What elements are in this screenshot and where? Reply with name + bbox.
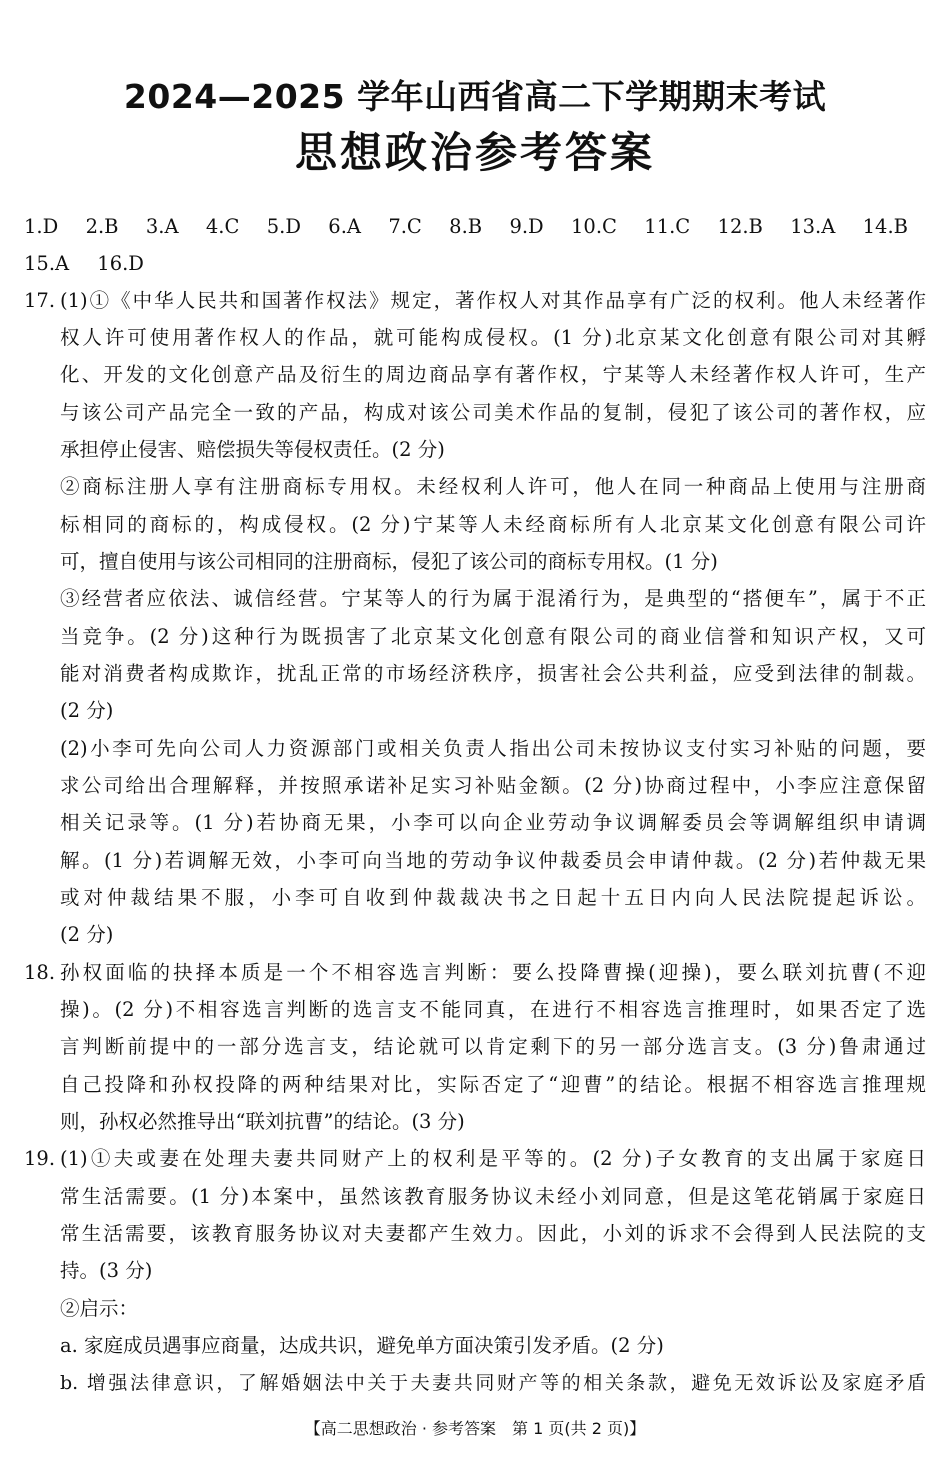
answer-item: 10.C (571, 215, 617, 238)
answer-line: ③经营者应依法、诚信经营。宁某等人的行为属于混淆行为，是典型的“搭便车”，属于不正 (60, 587, 926, 610)
answer-item: 11.C (644, 215, 691, 238)
answer-line: 承担停止侵害、赔偿损失等侵权责任。(2 分) (60, 438, 445, 461)
answer-item: 12.B (717, 215, 763, 238)
answer-line: 化、开发的文化创意产品及衍生的周边商品享有著作权，宁某等人未经著作权人许可，生产 (60, 363, 926, 386)
answer-item: 13.A (790, 215, 836, 238)
answer-line: (2)小李可先向公司人力资源部门或相关负责人指出公司未按协议支付实习补贴的问题，要 (60, 737, 926, 760)
answer-item: 2.B (85, 215, 119, 238)
answer-item: 5.D (266, 215, 301, 238)
answer-line: 言判断前提中的一部分选言支，结论就可以肯定剩下的另一部分选言支。(3 分)鲁肃通过 (60, 1035, 926, 1058)
answer-line: a. 家庭成员遇事应商量，达成共识，避免单方面决策引发矛盾。(2 分) (60, 1334, 664, 1357)
answer-item: 9.D (509, 215, 544, 238)
answer-item: 14.B (862, 215, 908, 238)
page-footer: 【高二思想政治 · 参考答案 第 1 页(共 2 页)】 (304, 1419, 646, 1438)
answer-line: 则，孙权必然推导出“联刘抗曹”的结论。(3 分) (60, 1110, 465, 1133)
answer-item: 3.A (145, 215, 179, 238)
answer-line: (2 分) (60, 923, 114, 946)
answer-item: 16.D (97, 252, 144, 275)
answer-item: 15.A (24, 252, 70, 275)
answer-line: 可，擅自使用与该公司相同的注册商标，侵犯了该公司的商标专用权。(1 分) (60, 550, 718, 573)
question-number-18: 18. (24, 961, 56, 984)
answer-line: 操)。(2 分)不相容选言判断的选言支不能同真，在进行不相容选言推理时，如果否定了选 (60, 998, 926, 1021)
answer-line: 权人许可使用著作权人的作品，就可能构成侵权。(1 分)北京某文化创意有限公司对其孵 (60, 326, 926, 349)
answer-line: 求公司给出合理解释，并按照承诺补足实习补贴金额。(2 分)协商过程中，小李应注意保留 (60, 774, 926, 797)
answer-line: ②商标注册人享有注册商标专用权。未经权利人许可，他人在同一种商品上使用与注册商 (60, 475, 926, 498)
page-title: 2024—2025 学年山西省高二下学期期末考试 (123, 77, 827, 116)
answer-line: 持。(3 分) (60, 1259, 153, 1282)
answer-line: 常生活需要，该教育服务协议对夫妻都产生效力。因此，小刘的诉求不会得到人民法院的支 (60, 1222, 926, 1245)
answer-line: 标相同的商标的，构成侵权。(2 分)宁某等人未经商标所有人北京某文化创意有限公司许 (60, 513, 926, 536)
page-subtitle: 思想政治参考答案 (294, 128, 655, 177)
answer-line: 或对仲裁结果不服，小李可自收到仲裁裁决书之日起十五日内向人民法院提起诉讼。 (60, 886, 926, 909)
choice-answers-row-1 (24, 212, 908, 242)
question-number-19: 19. (24, 1147, 56, 1170)
answer-line: (1)①《中华人民共和国著作权法》规定，著作权人对其作品享有广泛的权利。他人未经著作 (60, 289, 926, 312)
answer-line: b. 增强法律意识，了解婚姻法中关于夫妻共同财产等的相关条款，避免无效诉讼及家庭矛盾 (60, 1372, 926, 1394)
answer-item: 1.D (24, 215, 59, 238)
answer-line: 自己投降和孙权投降的两种结果对比，实际否定了“迎曹”的结论。根据不相容选言推理规 (60, 1073, 926, 1096)
choice-answers-row-2 (24, 249, 166, 279)
answer-line: 相关记录等。(1 分)若协商无果，小李可以向企业劳动争议调解委员会等调解组织申请调 (60, 811, 926, 834)
answer-line: (2 分) (60, 699, 114, 722)
answer-line: (1)①夫或妻在处理夫妻共同财产上的权利是平等的。(2 分)子女教育的支出属于家庭日 (60, 1147, 926, 1170)
answer-line: ②启示： (60, 1297, 139, 1320)
answer-line: 当竞争。(2 分)这种行为既损害了北京某文化创意有限公司的商业信誉和知识产权，又可 (60, 625, 926, 648)
answer-line: 孙权面临的抉择本质是一个不相容选言判断：要么投降曹操(迎操)，要么联刘抗曹(不迎 (60, 961, 926, 984)
answer-item: 8.B (449, 215, 483, 238)
answer-item: 6.A (328, 215, 361, 238)
question-number-17: 17. (24, 289, 56, 312)
answer-item: 7.C (388, 215, 422, 238)
answer-line: 常生活需要。(1 分)本案中，虽然该教育服务协议未经小刘同意，但是这笔花销属于家庭日 (60, 1185, 926, 1208)
answer-line: 解。(1 分)若调解无效，小李可向当地的劳动争议仲裁委员会申请仲裁。(2 分)若仲裁无果 (60, 849, 926, 872)
answer-line: 与该公司产品完全一致的产品，构成对该公司美术作品的复制，侵犯了该公司的著作权，应 (60, 401, 926, 424)
answer-item: 4.C (205, 215, 240, 238)
answer-line: 能对消费者构成欺诈，扰乱正常的市场经济秩序，损害社会公共利益，应受到法律的制裁。 (60, 662, 926, 685)
